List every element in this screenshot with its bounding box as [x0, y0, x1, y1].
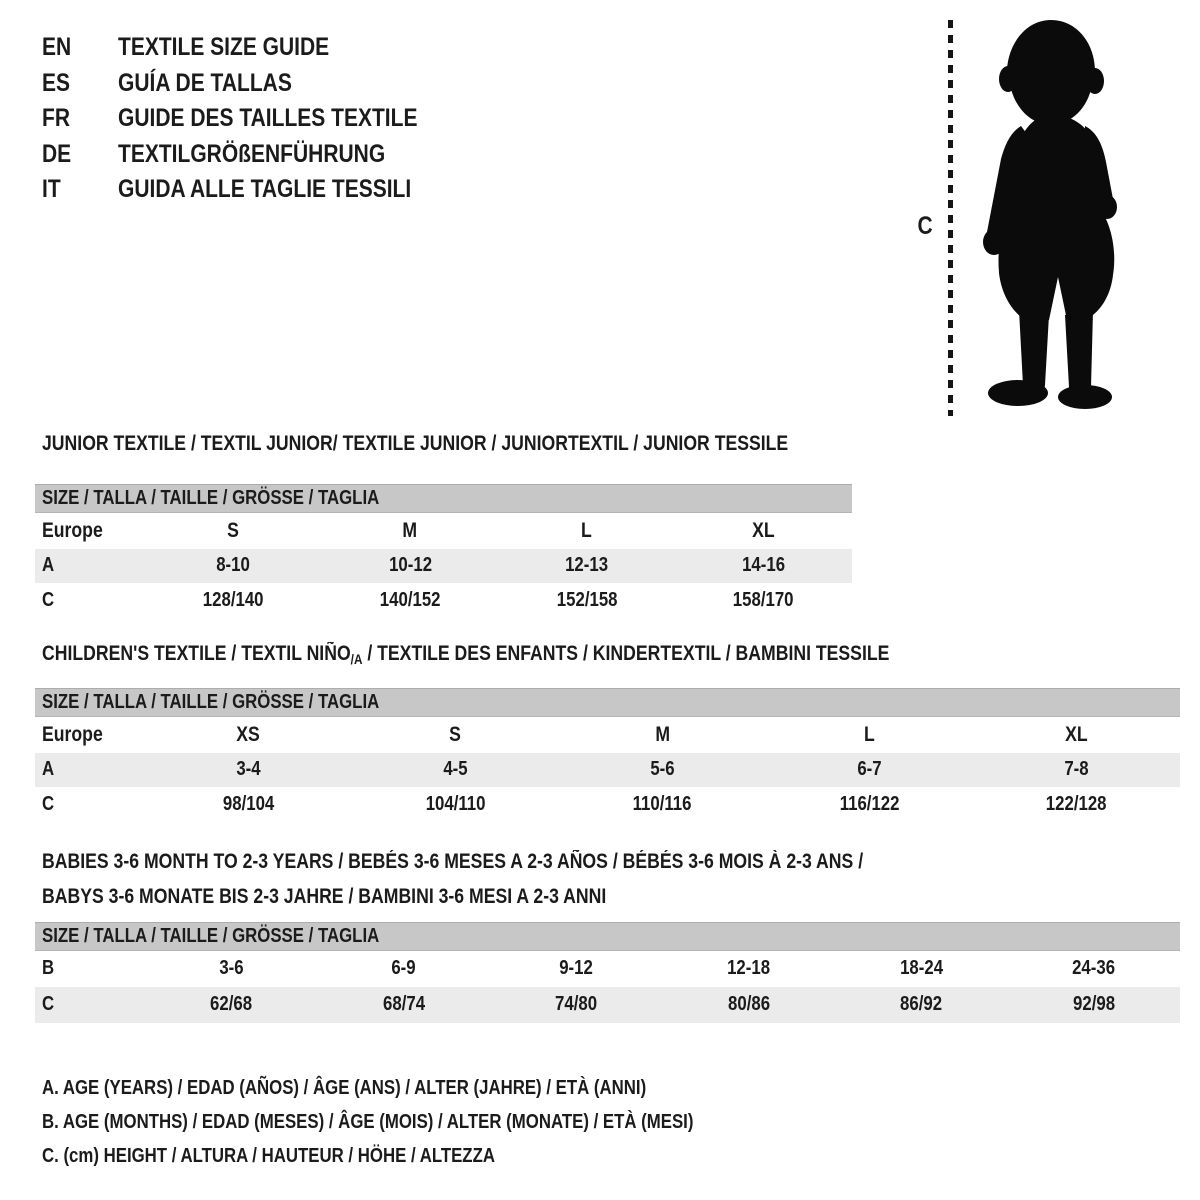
size-cell: M	[655, 722, 670, 746]
children-size-header: SIZE / TALLA / TAILLE / GRÖSSE / TAGLIA	[42, 691, 380, 713]
junior-europe-row	[35, 513, 852, 549]
row-label: A	[42, 758, 55, 780]
height-cell: 86/92	[900, 993, 943, 1015]
children-europe-row	[35, 717, 1180, 753]
junior-height-row	[35, 583, 852, 619]
lang-code-fr: FR	[42, 104, 70, 133]
toddler-silhouette-image	[960, 14, 1142, 418]
lang-row-en	[42, 30, 475, 66]
size-cell: L	[581, 518, 593, 542]
months-cell: 9-12	[559, 957, 594, 980]
legend-age-years: A. AGE (YEARS) / EDAD (AÑOS) / ÂGE (ANS) / ALTER (JAHRE) / ETÀ (ANNI)	[42, 1077, 647, 1099]
age-cell: 5-6	[650, 758, 675, 780]
height-cell: 110/116	[633, 793, 692, 815]
row-label: Europe	[42, 518, 103, 542]
lang-title-de: TEXTILGRÖßENFÜHRUNG	[118, 139, 386, 168]
junior-size-header-row	[35, 485, 852, 513]
size-cell: XS	[236, 722, 261, 746]
babies-section-title-line1: BABIES 3-6 MONTH TO 2-3 YEARS / BEBÉS 3-6 MESES A 2-3 AÑOS / BÉBÉS 3-6 MOIS À 2-3 ANS /	[42, 850, 864, 873]
children-height-row	[35, 787, 1180, 823]
height-cell: 80/86	[727, 993, 770, 1015]
age-cell: 8-10	[216, 554, 251, 576]
age-cell: 14-16	[742, 554, 786, 576]
lang-title-it: GUIDA ALLE TAGLIE TESSILI	[118, 175, 412, 204]
nino-a-subscript: /A	[350, 651, 363, 667]
babies-section-title-line2: BABYS 3-6 MONATE BIS 2-3 JAHRE / BAMBINI 3-6 MESI A 2-3 ANNI	[42, 885, 607, 908]
lang-title-es: GUÍA DE TALLAS	[118, 68, 292, 97]
height-cell: 128/140	[203, 589, 264, 611]
babies-size-header-row	[35, 923, 1180, 951]
children-section-title: CHILDREN'S TEXTILE / TEXTIL $NIÑO_{/A}$ / TEXTILE DES ENFANTS / KINDERTEXTIL / BAMBINI TESSILE	[42, 642, 890, 667]
row-label: C	[42, 589, 55, 611]
age-cell: 4-5	[443, 758, 468, 780]
babies-months-row	[35, 951, 1180, 987]
height-cell: 98/104	[222, 793, 275, 815]
legend-block	[42, 1076, 818, 1178]
size-cell: S	[449, 722, 462, 746]
row-label: C	[42, 993, 55, 1015]
children-size-table	[35, 688, 1180, 823]
height-cell: 158/170	[733, 589, 794, 611]
legend-height-cm: C. (cm) HEIGHT / ALTURA / HAUTEUR / HÖHE / ALTEZZA	[42, 1145, 495, 1167]
row-label: Europe	[42, 722, 103, 746]
height-cell: 62/68	[210, 993, 253, 1015]
height-cell: 92/98	[1072, 993, 1115, 1015]
lang-title-fr: GUIDE DES TAILLES TEXTILE	[118, 104, 418, 133]
lang-row-de	[42, 137, 475, 173]
age-cell: 6-7	[857, 758, 882, 780]
lang-row-es	[42, 66, 475, 102]
babies-size-header: SIZE / TALLA / TAILLE / GRÖSSE / TAGLIA	[42, 925, 380, 947]
lang-row-it	[42, 172, 475, 208]
age-cell: 10-12	[388, 554, 432, 576]
babies-height-row	[35, 987, 1180, 1023]
size-cell: S	[227, 518, 240, 542]
height-cell: 104/110	[425, 793, 486, 815]
junior-size-header: SIZE / TALLA / TAILLE / GRÖSSE / TAGLIA	[42, 487, 380, 509]
height-cell: 152/158	[556, 589, 618, 611]
height-cell: 116/122	[839, 793, 900, 815]
height-cell: 74/80	[555, 993, 598, 1015]
height-cell: 68/74	[382, 993, 425, 1015]
children-age-row	[35, 753, 1180, 787]
lang-row-fr	[42, 101, 475, 137]
lang-code-de: DE	[42, 139, 72, 168]
age-cell: 7-8	[1064, 758, 1089, 780]
age-cell: 12-13	[565, 554, 609, 576]
months-cell: 3-6	[219, 957, 244, 980]
junior-size-table	[35, 484, 852, 619]
age-cell: 3-4	[236, 758, 261, 780]
height-cell: 122/128	[1046, 793, 1107, 815]
row-label: C	[42, 793, 55, 815]
lang-code-it: IT	[42, 175, 61, 204]
junior-age-row	[35, 549, 852, 583]
row-label: A	[42, 554, 55, 576]
lang-title-en: TEXTILE SIZE GUIDE	[118, 33, 330, 62]
months-cell: 24-36	[1072, 957, 1116, 980]
babies-size-table	[35, 922, 1180, 1023]
children-size-header-row	[35, 689, 1180, 717]
size-cell: L	[864, 722, 875, 746]
size-cell: XL	[1065, 722, 1088, 746]
language-title-block	[42, 30, 475, 208]
months-cell: 18-24	[899, 957, 943, 980]
size-cell: M	[402, 518, 418, 542]
legend-age-months: B. AGE (MONTHS) / EDAD (MESES) / ÂGE (MOIS) / ALTER (MONATE) / ETÀ (MESI)	[42, 1111, 694, 1133]
size-cell: XL	[752, 518, 775, 542]
row-label: B	[42, 957, 55, 980]
lang-code-es: ES	[42, 68, 71, 97]
months-cell: 12-18	[727, 957, 771, 980]
months-cell: 6-9	[391, 957, 416, 980]
junior-section-title: JUNIOR TEXTILE / TEXTIL JUNIOR/ TEXTILE JUNIOR / JUNIORTEXTIL / JUNIOR TESSILE	[42, 432, 789, 455]
height-cell: 140/152	[379, 589, 441, 611]
height-measure-dotted-line	[948, 20, 953, 416]
lang-code-en: EN	[42, 33, 72, 62]
height-measure-label: C	[917, 212, 933, 240]
